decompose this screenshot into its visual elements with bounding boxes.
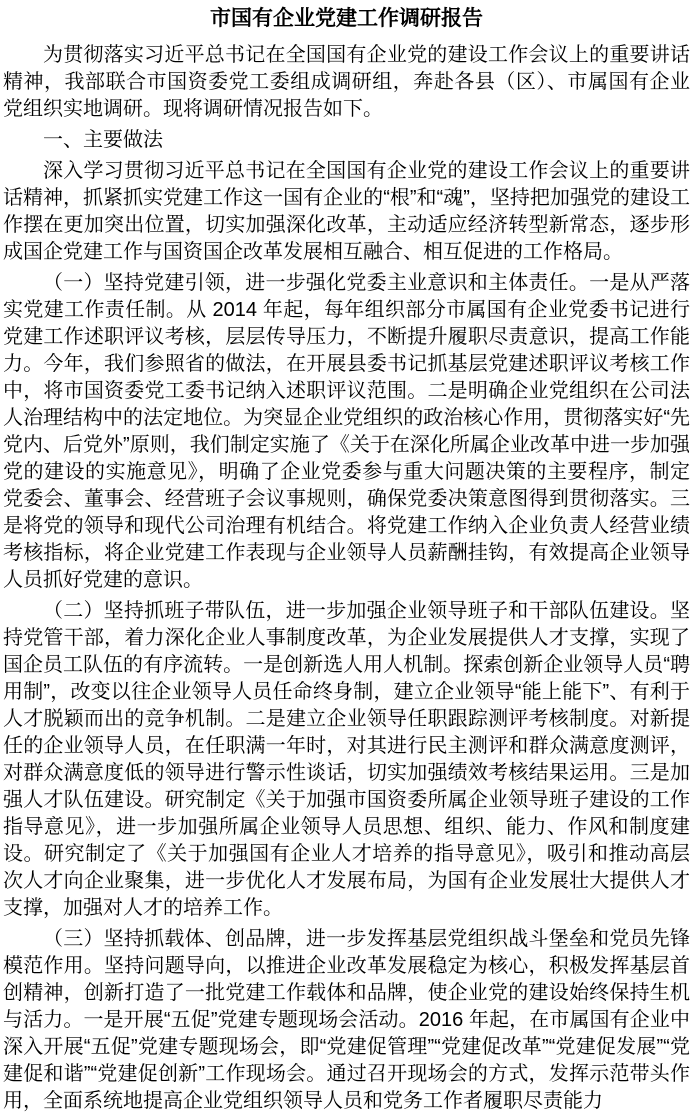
item-paragraph-1: （一）坚持党建引领，进一步强化党委主业意识和主体责任。一是从严落实党建工作责任制。从 2014 年起，每年组织部分市属国有企业党委书记进行党建工作述职评议考核，层层传导压力，不断提升履职尽责意识，提高工作能力。今年，我们参照省的做法，在开展县委书记抓基层党建述职评议考核工作中，将市国资委党工委书记纳入述职评议范围。二是明确企业党组织在公司法人治理结构中的法定地位。为突显企业党组织的政治核心作用，贯彻落实好“先党内、后党外”原则，我们制定实施了《关于在深化所属企业改革中进一步加强党的建设的实施意见》，明确了企业党委参与重大问题决策的主要程序，制定党委会、董事会、经营班子会议事规则，确保党委决策意图得到贯彻落实。三是将党的领导和现代公司治理有机结合。将党建工作纳入企业负责人经营业绩考核指标，将企业党建工作表现与企业领导人员薪酬挂钩，有效提高企业领导人员抓好党建的意识。 xyxy=(3,272,690,591)
document-title: 市国有企业党建工作调研报告 xyxy=(210,7,483,30)
item-paragraph-3: （三）坚持抓载体、创品牌，进一步发挥基层党组织战斗堡垒和党员先锋模范作用。坚持问题导向，以推进企业改革发展稳定为核心，积极发挥基层首创精神，创新打造了一批党建工作载体和品牌，使企业党的建设始终保持生机与活力。一是开展“五促”党建专题现场会活动。2016 年起，在市属国有企业中深入开展“五促”党建专题现场会，即“党建促管理”“党建促改革”“党建促发展”“党建促和谐”“党建促创新”工作现场会。通过召开现场会的方式，发挥示范带头作用，全面系统地提高企业党组织领导人员和党务工作者履职尽责能力 xyxy=(3,928,690,1112)
intro-paragraph: 为贯彻落实习近平总书记在全国国有企业党的建设工作会议上的重要讲话精神，我部联合市国资委党工委组成调研组，奔赴各县（区）、市属国有企业党组织实地调研。现将调研情况报告如下。 xyxy=(3,44,690,120)
item-paragraph-2: （二）坚持抓班子带队伍，进一步加强企业领导班子和干部队伍建设。坚持党管干部，着力深化企业人事制度改革，为企业发展提供人才支撑，实现了国企员工队伍的有序流转。一是创新选人用人机制。探索创新企业领导人员“聘用制”，改变以往企业领导人员任命终身制，建立企业领导“能上能下”、有利于人才脱颖而出的竞争机制。二是建立企业领导任职跟踪测评考核制度。对新提任的企业领导人员，在任职满一年时，对其进行民主测评和群众满意度测评，对群众满意度低的领导进行警示性谈话，切实加强绩效考核结果运用。三是加强人才队伍建设。研究制定《关于加强市国资委所属企业领导班子建设的工作指导意见》，进一步加强所属企业领导人员思想、组织、能力、作风和制度建设。研究制定了《关于加强国有企业人才培养的指导意见》，吸引和推动高层次人才向企业聚集，进一步优化人才发展布局，为国有企业发展壮大提供人才支撑，加强对人才的培养工作。 xyxy=(3,600,690,919)
section-heading-main-practices: 一、主要做法 xyxy=(43,129,163,151)
overview-paragraph: 深入学习贯彻习近平总书记在全国国有企业党的建设工作会议上的重要讲话精神，抓紧抓实党建工作这一国有企业的“根”和“魂”，坚持把加强党的建设工作摆在更加突出位置，切实加强深化改革，主动适应经济转型新常态，逐步形成国企党建工作与国资国企改革发展相互融合、相互促进的工作格局。 xyxy=(3,160,690,263)
